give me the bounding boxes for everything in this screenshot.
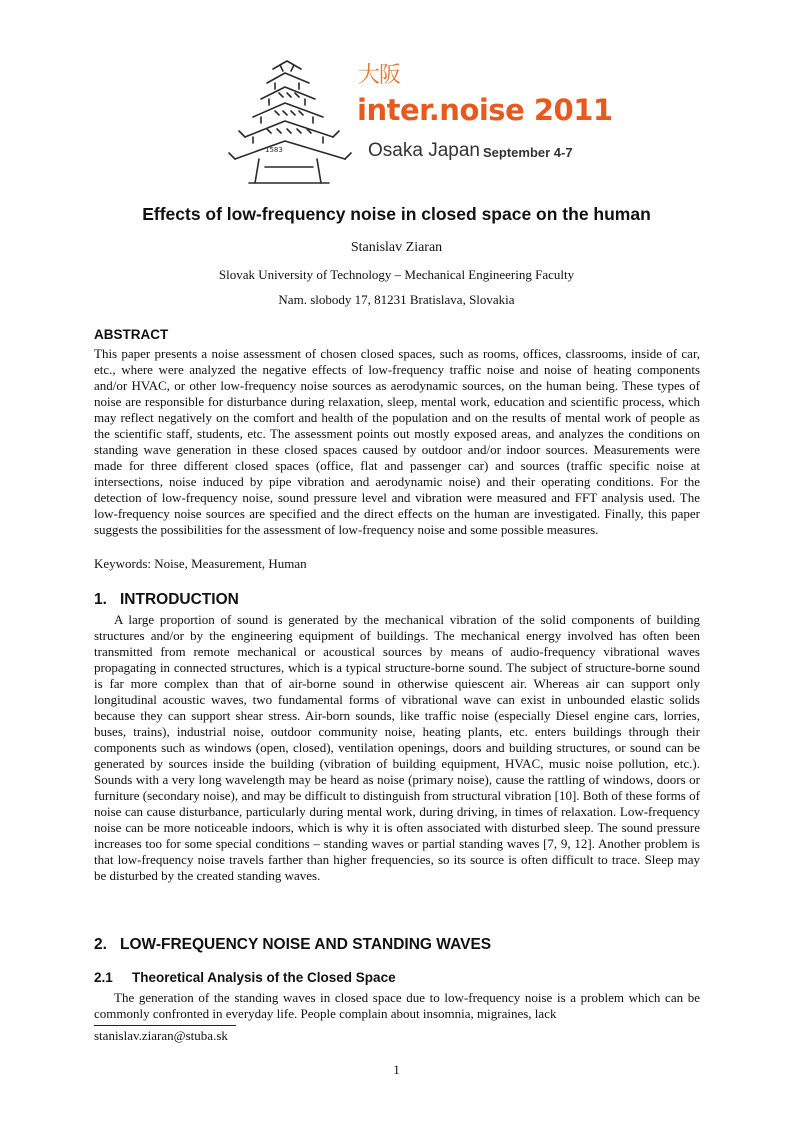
logo-kanji: 大阪 xyxy=(358,63,401,88)
svg-text:1583: 1583 xyxy=(265,146,283,154)
logo-city: Osaka Japan xyxy=(368,140,480,161)
section-heading-introduction xyxy=(94,591,239,609)
osaka-castle-icon xyxy=(225,55,355,190)
subsection-title: Theoretical Analysis of the Closed Space xyxy=(132,970,396,985)
paper-title: Effects of low-frequency noise in closed space on the human xyxy=(142,204,651,224)
logo-title: inter.noise 2011 xyxy=(357,93,613,127)
footnote-email: stanislav.ziaran@stuba.sk xyxy=(94,1028,228,1043)
section-title: LOW-FREQUENCY NOISE AND STANDING WAVES xyxy=(120,936,492,953)
section-title: INTRODUCTION xyxy=(120,591,239,608)
section-number: 2. xyxy=(94,936,107,953)
author-affiliation: Slovak University of Technology – Mechanical Engineering Faculty xyxy=(218,267,575,282)
section-heading-low-frequency-noise xyxy=(94,936,491,954)
footnote-divider xyxy=(94,1025,236,1026)
subsection-heading-theoretical-analysis xyxy=(94,970,396,985)
conference-logo xyxy=(225,55,613,190)
section-number: 1. xyxy=(94,591,107,608)
keywords: Keywords: Noise, Measurement, Human xyxy=(94,556,307,571)
abstract-heading: ABSTRACT xyxy=(94,327,169,342)
author-address: Nam. slobody 17, 81231 Bratislava, Slovakia xyxy=(278,292,515,307)
introduction-paragraph: A large proportion of sound is generated by the mechanical vibration of the solid components of building structures and/or by the engineering equipment of buildings. The mechanical energy involved has often been transmitted from remote mechanical or acoustical sources by means of audio-frequency vibrational waves propagating in connected structures, which is a typical structure-borne sound. The subject of structure-borne sound is far more complex than that of air-borne sound in otherwise quiescent air. Whereas air can support only longitudinal acoustic waves, two fundamental forms of vibrational wave can exist in unbounded elastic solids because they can support shear stress. Air-born sounds, like traffic noise (especially Diesel engine cars, lorries, buses, trains), industrial noise, outdoor community noise, heating plants, etc. enters buildings through their components such as windows (open, closed), ventilation openings, doors and building structures, or sound can be generated by sources inside the building (vibration of building equipment, HVAC, music noise pollution, etc.). Sounds with a very long wavelength may be heard as noise (primary noise), cause the rattling of windows, doors or furniture (secondary noise), and may be difficult to distinguish from structural vibration [10]. Both of these forms of noise can cause disturbance, particularly during mental work, during driving, in times of relaxation. Low-frequency noise can be more noticeable indoors, which is why it is often associated with disturbed sleep. The sound pressure increases too for some special conditions – standing waves or partial standing waves [7, 9, 12]. Another problem is that low-frequency noise travels farther than higher frequencies, so its source is often difficult to trace. Sleep may be disturbed by the created standing waves. xyxy=(94,612,700,883)
theory-paragraph: The generation of the standing waves in closed space due to low-frequency noise is a problem which can be commonly confronted in everyday life. People complain about insomnia, migraines, lack xyxy=(94,990,700,1021)
subsection-number: 2.1 xyxy=(94,970,113,985)
page-number: 1 xyxy=(393,1062,400,1077)
author-name: Stanislav Ziaran xyxy=(350,240,443,255)
logo-dates: September 4-7 xyxy=(483,145,573,160)
abstract-text: This paper presents a noise assessment of chosen closed spaces, such as rooms, offices, classrooms, inside of car, etc., where were analyzed the negative effects of low-frequency traffic noise and noise of heating components and/or HVAC, or other low-frequency noise sources as aerodynamic sources, on the human being. These types of noise are responsible for disturbance during relaxation, sleep, mental work, education and scientific process, which may reflect negatively on the comfort and health of the population and on the results of mental work of people as the scientific staff, students, etc. The assessment points out mostly exposed areas, and analyzes the conditions on standing wave generation in these closed spaces caused by outdoor and/or indoor sources. Measurements were made for three different closed spaces (office, flat and passenger car) and sources (traffic specific noise at intersections, noise induced by pipe vibration and aerodynamic noise) and their operating conditions. For the detection of low-frequency noise, sound pressure level and vibration were measured and FFT analysis used. The low-frequency noise sources are specified and the direct effects on the human are investigated. Finally, this paper suggests the possibilities for the assessment of low-frequency noise and some possible measures. xyxy=(94,346,700,537)
